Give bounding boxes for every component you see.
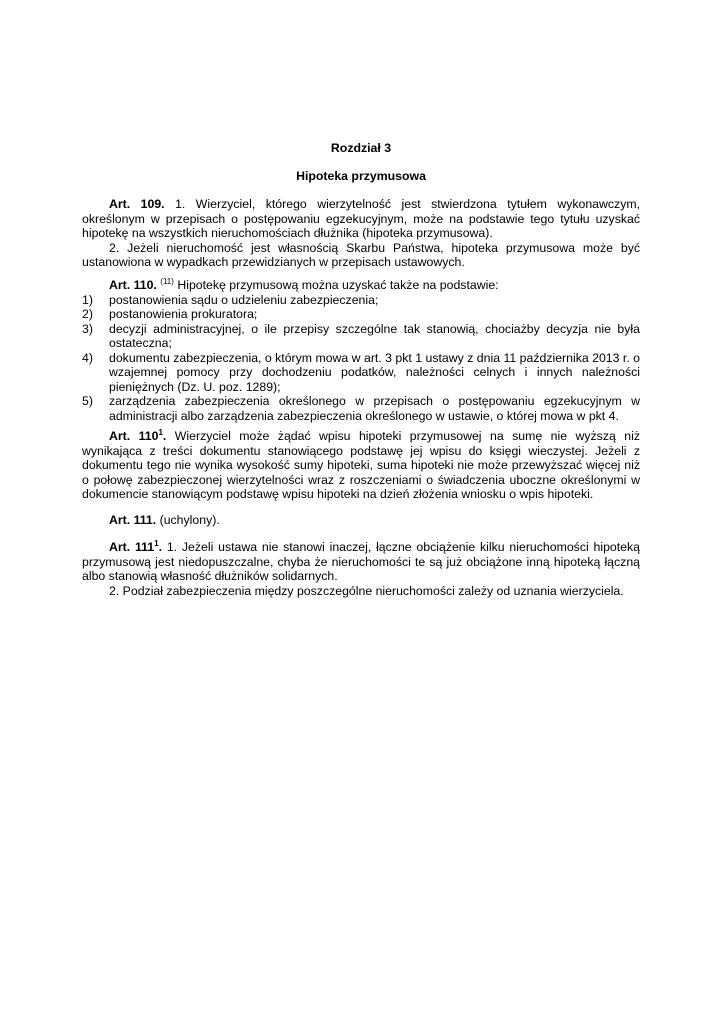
point-number: 3) xyxy=(82,321,93,336)
list-item xyxy=(82,394,640,423)
article-110-footnote: (11) xyxy=(160,277,174,286)
point-text: dokumentu zabezpieczenia, o którym mowa w art. 3 pkt 1 ustawy z dnia 11 października 2013 r. o wzajemnej pomocy przy dochodzeniu podatków, należności celnych i innych należności pieniężnych (Dz. U. poz. 1289); xyxy=(109,350,640,394)
point-text: zarządzenia zabezpieczenia określonego w przepisach o postępowaniu egzekucyjnym w administracji albo zarządzenia zabezpieczenia określonego w ustawie, o której mowa w pkt 4. xyxy=(109,394,640,423)
article-111 xyxy=(82,513,640,528)
article-110-points xyxy=(82,293,640,424)
point-number: 5) xyxy=(82,394,93,408)
article-109-text-1: 1. Wierzyciel, którego wierzytelność jest stwierdzona tytułem wykonawczym, określonym w przepisach o postępowaniu egzekucyjnym, może na podstawie tego tytułu uzyskać hipotekę na wszystkich nieruchomościach dłużnika (hipoteka przymusowa). xyxy=(82,197,640,240)
point-text: decyzji administracyjnej, o ile przepisy szczególne tak stanowią, chociażby decyzja nie była ostateczna; xyxy=(109,321,640,350)
article-110-1-heading: Art. $110^1$. xyxy=(109,428,167,443)
article-111-1-superscript: 1 xyxy=(154,539,159,548)
article-109-paragraph-2: 2. Jeżeli nieruchomość jest własnością Skarbu Państwa, hipoteka przymusowa może być ustanowiona w wypadkach przewidzianych w przepisach ustawowych. xyxy=(82,240,640,269)
list-item xyxy=(82,293,640,308)
article-110-heading: Art. 110. xyxy=(109,278,157,292)
article-111-heading: Art. 111. xyxy=(109,513,157,527)
article-111-1-heading: Art. $111^1$. xyxy=(109,539,163,554)
article-110-intro-text: Hipotekę przymusową można uzyskać także na podstawie: xyxy=(177,278,499,292)
point-number: 4) xyxy=(82,350,93,365)
article-110-1-text: Wierzyciel może żądać wpisu hipoteki przymusowej na sumę nie wyższą niż wynikająca z treści dokumentu stanowiącego podstawę jej wpisu do księgi wieczystej. Jeżeli z dokumentu tego nie wynika wysokość sumy hipoteki, suma hipoteki nie może przewyższać więcej niż o połowę zabezpieczonej wierzytelności wraz z roszczeniami o świadczenia uboczne określonymi w dokumencie stanowiącym podstawę wpisu hipoteki na dzień złożenia wniosku o wpis hipoteki. xyxy=(82,429,640,501)
point-number: 1) xyxy=(82,292,93,307)
article-110-1-paragraph xyxy=(82,429,640,502)
list-item xyxy=(82,322,640,351)
chapter-number: Rozdział 3 xyxy=(330,141,392,155)
list-item xyxy=(82,351,640,395)
article-111-text: (uchylony). xyxy=(159,513,220,527)
article-110-intro xyxy=(82,278,640,293)
article-111-1-text-1: 1. Jeżeli ustawa nie stanowi inaczej, łączne obciążenie kilku nieruchomości hipoteką przymusową jest niedopuszczalne, chyba że nieruchomości te są już obciążone inną hipoteką łączną albo stanowią własność dłużników solidarnych. xyxy=(82,540,640,583)
point-text: postanowienia sądu o udzieleniu zabezpieczenia; xyxy=(109,292,379,307)
article-109-heading: Art. 109. xyxy=(109,197,165,211)
article-111-1 xyxy=(82,540,640,598)
article-110 xyxy=(82,278,640,423)
article-111-paragraph xyxy=(82,513,640,528)
list-item xyxy=(82,307,640,322)
point-text: postanowienia prokuratora; xyxy=(109,307,258,321)
article-110-1-superscript: 1 xyxy=(158,428,163,437)
article-110-1 xyxy=(82,429,640,502)
article-111-1-paragraph-2: 2. Podział zabezpieczenia między poszczególne nieruchomości zależy od uznania wierzyciela. xyxy=(109,583,624,598)
article-109-paragraph-1 xyxy=(82,197,640,241)
article-109 xyxy=(82,197,640,270)
article-111-1-paragraph-1 xyxy=(82,540,640,584)
point-number: 2) xyxy=(82,307,93,321)
chapter-title: Hipoteka przymusowa xyxy=(296,169,426,183)
